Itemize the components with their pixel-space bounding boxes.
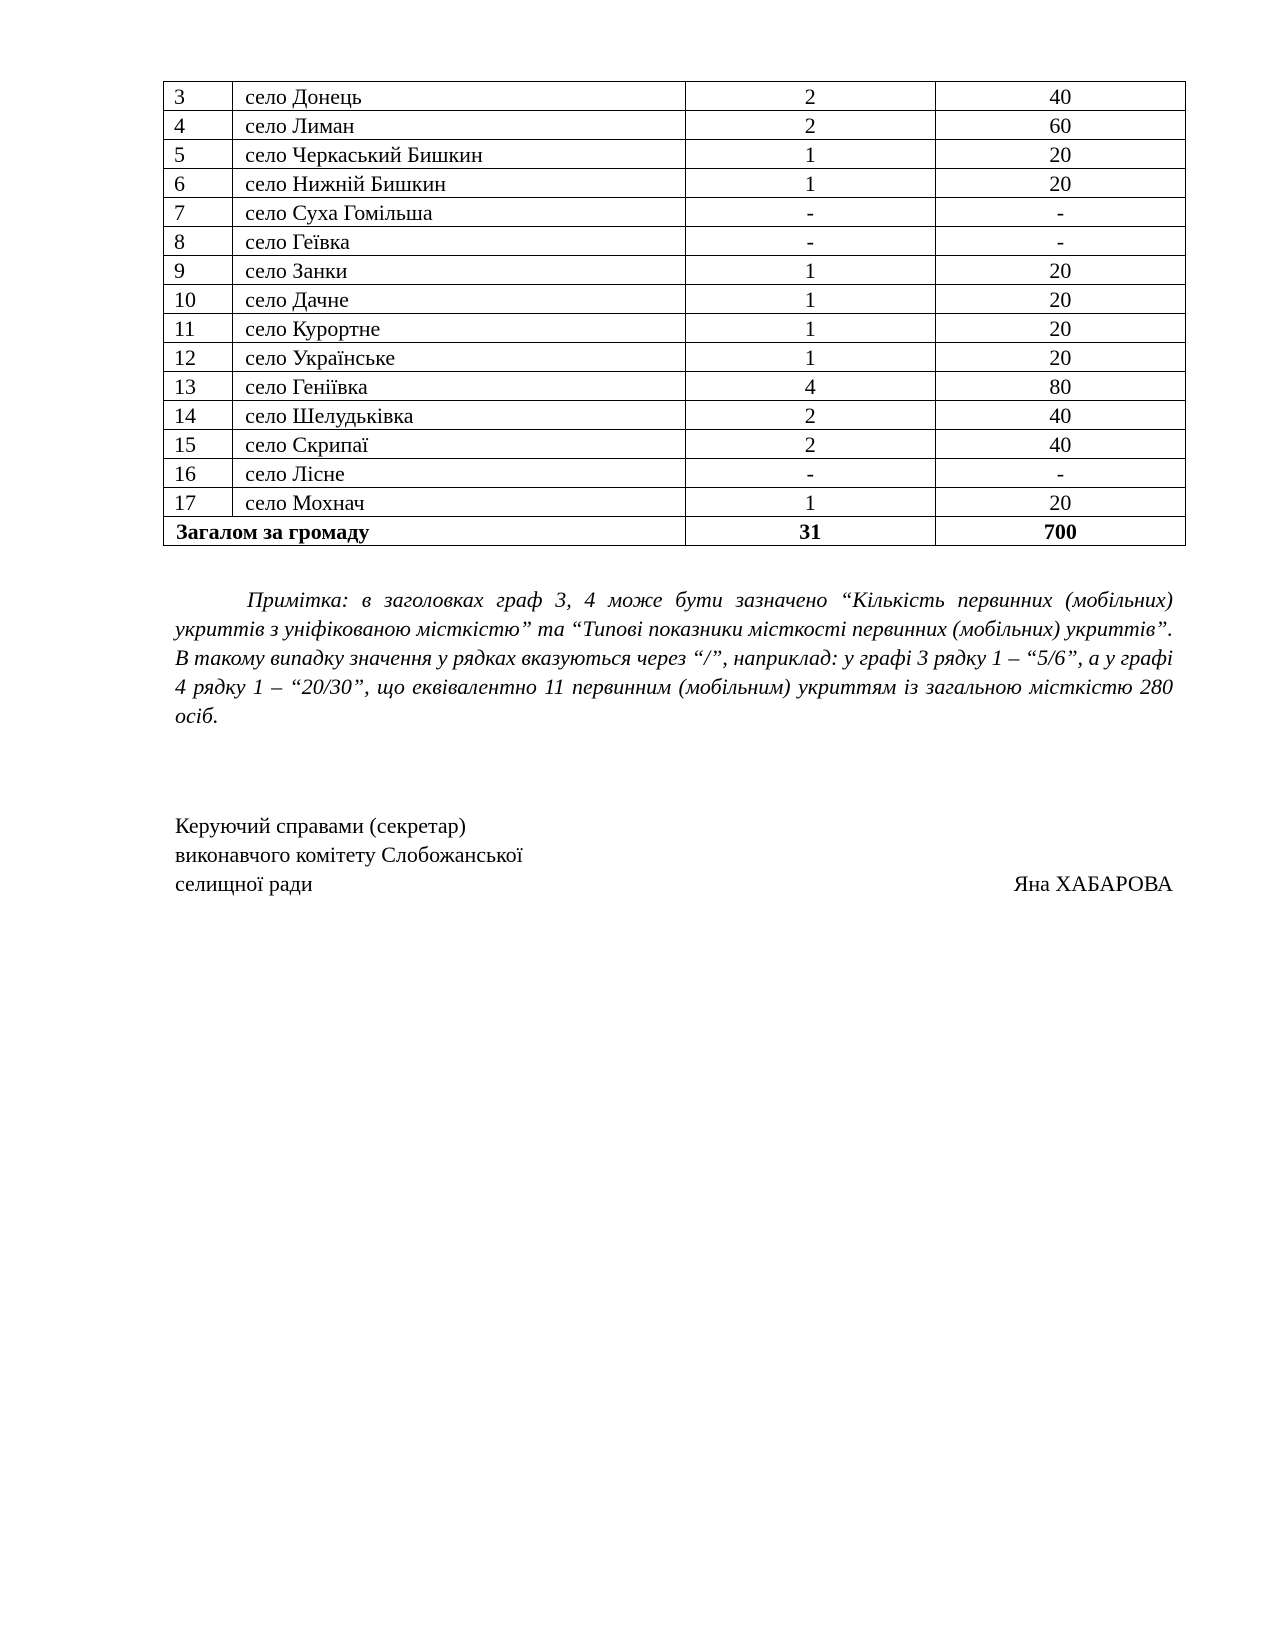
signature-block bbox=[175, 811, 1173, 898]
row-number-cell: 11 bbox=[164, 314, 233, 343]
settlement-name-cell: село Скрипаї bbox=[233, 430, 686, 459]
settlement-name-cell: село Геївка bbox=[233, 227, 686, 256]
settlement-name-cell: село Дачне bbox=[233, 285, 686, 314]
row-number-cell: 10 bbox=[164, 285, 233, 314]
table-row bbox=[164, 430, 1186, 459]
shelter-capacity-cell: - bbox=[935, 227, 1185, 256]
shelter-count-cell: 1 bbox=[685, 256, 935, 285]
shelter-capacity-cell: 80 bbox=[935, 372, 1185, 401]
shelter-count-cell: 1 bbox=[685, 488, 935, 517]
shelter-count-cell: 2 bbox=[685, 111, 935, 140]
table-row bbox=[164, 256, 1186, 285]
settlement-name-cell: село Українське bbox=[233, 343, 686, 372]
table-total-row bbox=[164, 517, 1186, 546]
total-capacity-cell: 700 bbox=[935, 517, 1185, 546]
total-label-cell: Загалом за громаду bbox=[164, 517, 686, 546]
table-row bbox=[164, 314, 1186, 343]
shelter-capacity-cell: 60 bbox=[935, 111, 1185, 140]
shelter-count-cell: - bbox=[685, 459, 935, 488]
shelter-count-cell: 2 bbox=[685, 430, 935, 459]
total-count-cell: 31 bbox=[685, 517, 935, 546]
shelter-count-cell: 2 bbox=[685, 401, 935, 430]
settlement-name-cell: село Черкаський Бишкин bbox=[233, 140, 686, 169]
settlement-name-cell: село Мохнач bbox=[233, 488, 686, 517]
shelter-count-cell: 1 bbox=[685, 169, 935, 198]
settlement-name-cell: село Суха Гомільша bbox=[233, 198, 686, 227]
shelter-capacity-cell: 20 bbox=[935, 488, 1185, 517]
table-row bbox=[164, 401, 1186, 430]
shelter-capacity-cell: 20 bbox=[935, 169, 1185, 198]
note-text: Примітка: в заголовках граф 3, 4 може бути зазначено “Кількість первинних (мобільних) укриттів з уніфікованою місткістю” та “Типові показники місткості первинних (мобільних) укриттів”. В такому випадку значення у рядках вказуються через “/”, наприклад: у графі 3 рядку 1 – “5/6”, а у графі 4 рядку 1 – “20/30”, що еквівалентно 11 первинним (мобільним) укриттям із загальною місткістю 280 осіб. bbox=[175, 587, 1173, 728]
shelter-capacity-cell: - bbox=[935, 198, 1185, 227]
shelter-capacity-cell: 20 bbox=[935, 314, 1185, 343]
row-number-cell: 3 bbox=[164, 82, 233, 111]
shelter-count-cell: 1 bbox=[685, 314, 935, 343]
row-number-cell: 16 bbox=[164, 459, 233, 488]
shelter-capacity-cell: 20 bbox=[935, 343, 1185, 372]
shelter-capacity-cell: 40 bbox=[935, 430, 1185, 459]
table-row bbox=[164, 343, 1186, 372]
table-row bbox=[164, 285, 1186, 314]
shelter-capacity-cell: 20 bbox=[935, 140, 1185, 169]
table-row bbox=[164, 82, 1186, 111]
table-row bbox=[164, 459, 1186, 488]
shelter-capacity-cell: 40 bbox=[935, 401, 1185, 430]
shelter-count-cell: 2 bbox=[685, 82, 935, 111]
row-number-cell: 6 bbox=[164, 169, 233, 198]
shelter-count-cell: 1 bbox=[685, 343, 935, 372]
shelter-capacity-cell: 40 bbox=[935, 82, 1185, 111]
settlement-name-cell: село Курортне bbox=[233, 314, 686, 343]
row-number-cell: 7 bbox=[164, 198, 233, 227]
shelter-count-cell: - bbox=[685, 198, 935, 227]
settlement-name-cell: село Геніївка bbox=[233, 372, 686, 401]
row-number-cell: 4 bbox=[164, 111, 233, 140]
signatory-name: Яна ХАБАРОВА bbox=[1013, 871, 1173, 896]
row-number-cell: 12 bbox=[164, 343, 233, 372]
settlement-name-cell: село Занки bbox=[233, 256, 686, 285]
shelters-table bbox=[163, 81, 1186, 546]
table-row bbox=[164, 372, 1186, 401]
signature-position-line-2: виконавчого комітету Слобожанської bbox=[175, 842, 523, 867]
note-paragraph bbox=[175, 585, 1173, 730]
signature-position-line-1: Керуючий справами (секретар) bbox=[175, 813, 466, 838]
shelter-capacity-cell: 20 bbox=[935, 285, 1185, 314]
row-number-cell: 5 bbox=[164, 140, 233, 169]
shelter-count-cell: 4 bbox=[685, 372, 935, 401]
settlement-name-cell: село Шелудьківка bbox=[233, 401, 686, 430]
row-number-cell: 17 bbox=[164, 488, 233, 517]
signature-position-line-3: селищної ради bbox=[175, 871, 313, 896]
table-row bbox=[164, 488, 1186, 517]
row-number-cell: 15 bbox=[164, 430, 233, 459]
row-number-cell: 9 bbox=[164, 256, 233, 285]
row-number-cell: 8 bbox=[164, 227, 233, 256]
table-row bbox=[164, 198, 1186, 227]
shelter-count-cell: 1 bbox=[685, 285, 935, 314]
settlement-name-cell: село Нижній Бишкин bbox=[233, 169, 686, 198]
settlement-name-cell: село Лиман bbox=[233, 111, 686, 140]
table-row bbox=[164, 140, 1186, 169]
settlement-name-cell: село Лісне bbox=[233, 459, 686, 488]
settlement-name-cell: село Донець bbox=[233, 82, 686, 111]
row-number-cell: 14 bbox=[164, 401, 233, 430]
shelter-count-cell: 1 bbox=[685, 140, 935, 169]
table-row bbox=[164, 227, 1186, 256]
shelter-count-cell: - bbox=[685, 227, 935, 256]
shelter-capacity-cell: - bbox=[935, 459, 1185, 488]
table-row bbox=[164, 111, 1186, 140]
shelters-table-body bbox=[164, 82, 1186, 546]
shelter-capacity-cell: 20 bbox=[935, 256, 1185, 285]
table-row bbox=[164, 169, 1186, 198]
row-number-cell: 13 bbox=[164, 372, 233, 401]
